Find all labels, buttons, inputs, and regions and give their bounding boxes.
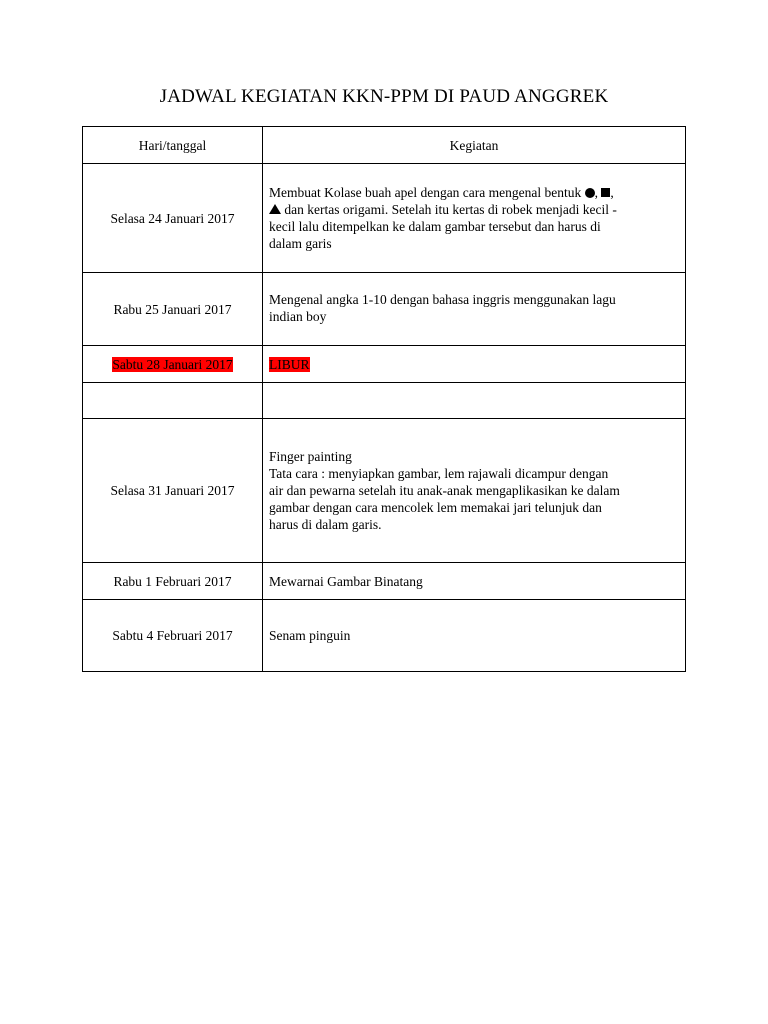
table-row-empty [83,383,686,419]
circle-shape-icon [585,188,595,198]
activity-line: Mengenal angka 1-10 dengan bahasa inggris menggunakan lagu [269,292,616,307]
row-activity [263,164,686,273]
activity-line: dan kertas origami. Setelah itu kertas di robek menjadi kecil - [269,201,679,218]
row-date [83,346,263,383]
row-date: Rabu 1 Februari 2017 [83,563,263,600]
schedule-table [82,126,686,672]
document-title: JADWAL KEGIATAN KKN-PPM DI PAUD ANGGREK [159,86,609,107]
activity-line: Membuat Kolase buah apel dengan cara mengenal bentuk , , [269,185,614,200]
table-header-row [83,127,686,164]
activity-line: gambar dengan cara mencolek lem memakai jari telunjuk dan [269,500,602,515]
row-activity [263,346,686,383]
row-date: Sabtu 4 Februari 2017 [83,600,263,672]
activity-line: harus di dalam garis. [269,517,382,532]
activity-line: indian boy [269,309,327,324]
activity-line: dalam garis [269,236,332,251]
table-row [83,419,686,563]
holiday-label-highlight: LIBUR [269,356,310,372]
header-date: Hari/tanggal [83,127,263,164]
table-row [83,563,686,600]
row-activity: Senam pinguin [263,600,686,672]
row-date [83,383,263,419]
row-activity [263,273,686,346]
header-activity: Kegiatan [263,127,686,164]
triangle-shape-icon [269,204,281,214]
activity-line: Finger painting [269,449,352,464]
table-row [83,600,686,672]
row-activity: Mewarnai Gambar Binatang [263,563,686,600]
activity-line: kecil lalu ditempelkan ke dalam gambar tersebut dan harus di [269,219,601,234]
holiday-date-highlight: Sabtu 28 Januari 2017 [112,356,233,372]
row-activity [263,419,686,563]
activity-line: Tata cara : menyiapkan gambar, lem rajawali dicampur dengan [269,466,609,481]
table-row [83,164,686,273]
row-date: Selasa 24 Januari 2017 [83,164,263,273]
row-date: Selasa 31 Januari 2017 [83,419,263,563]
activity-line: air dan pewarna setelah itu anak-anak mengaplikasikan ke dalam [269,483,620,498]
row-date: Rabu 25 Januari 2017 [83,273,263,346]
table-row-holiday [83,346,686,383]
row-activity [263,383,686,419]
table-row [83,273,686,346]
